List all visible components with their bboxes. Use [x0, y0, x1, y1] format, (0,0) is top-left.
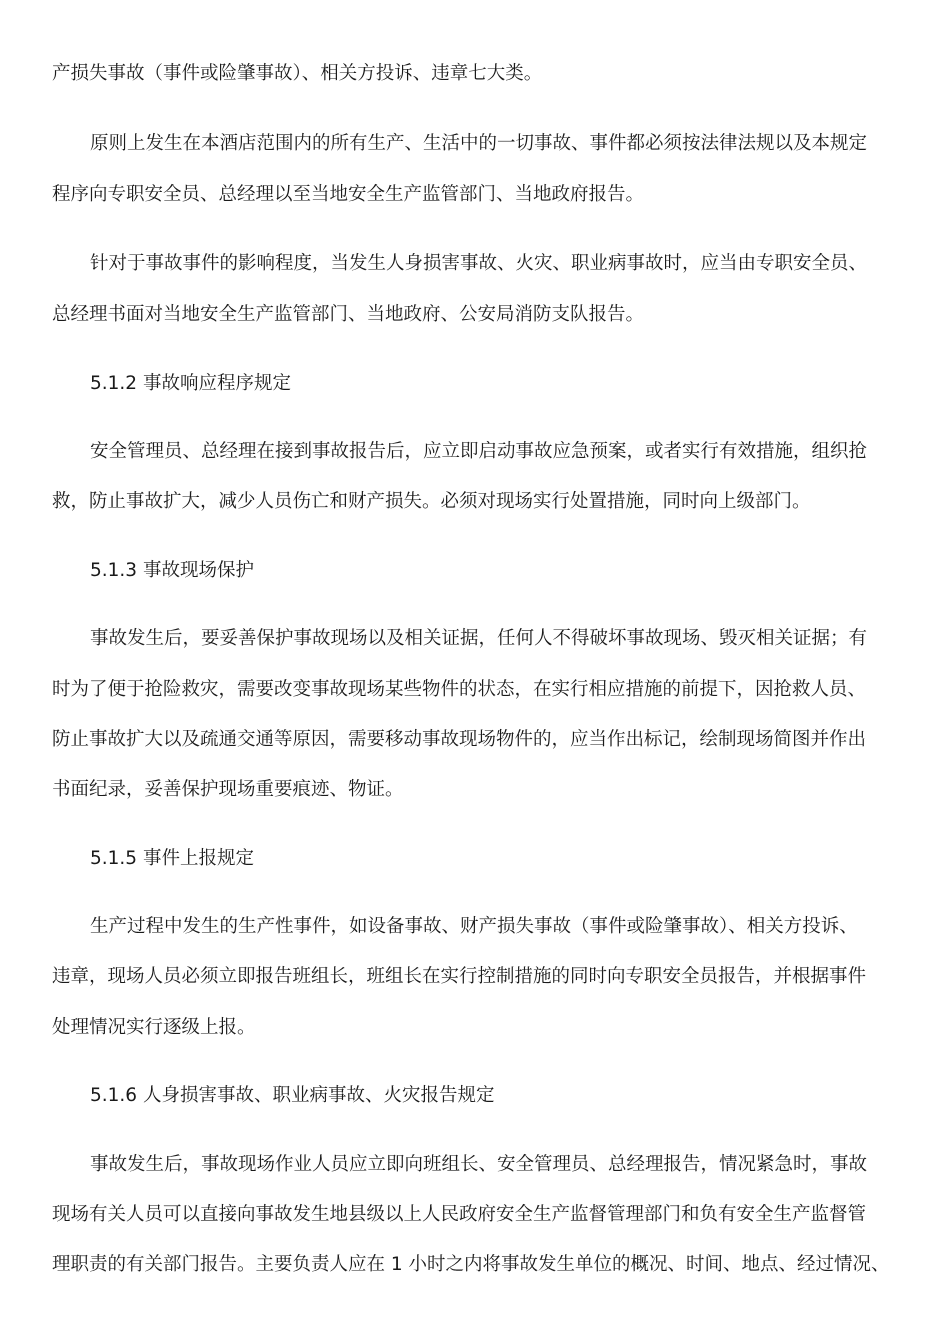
paragraph-line: 防止事故扩大以及疏通交通等原因，需要移动事故现场物件的，应当作出标记，绘制现场简图并作出 — [52, 729, 867, 750]
paragraph-line: 事故发生后，要妥善保护事故现场以及相关证据，任何人不得破坏事故现场、毁灭相关证据；有 — [90, 628, 868, 649]
section-heading: 5.1.5 事件上报规定 — [90, 848, 254, 869]
paragraph-line: 处理情况实行逐级上报。 — [52, 1017, 256, 1038]
paragraph-line: 程序向专职安全员、总经理以至当地安全生产监管部门、当地政府报告。 — [52, 184, 645, 205]
paragraph-line: 产损失事故（事件或险肇事故）、相关方投诉、违章七大类。 — [52, 63, 543, 84]
paragraph-line: 生产过程中发生的生产性事件，如设备事故、财产损失事故（事件或险肇事故）、相关方投诉、 — [90, 916, 858, 937]
paragraph-line: 原则上发生在本酒店范围内的所有生产、生活中的一切事故、事件都必须按法律法规以及本规定 — [90, 133, 868, 154]
section-heading: 5.1.3 事故现场保护 — [90, 560, 254, 581]
section-heading: 5.1.2 事故响应程序规定 — [90, 373, 291, 394]
paragraph-line: 违章，现场人员必须立即报告班组长，班组长在实行控制措施的同时向专职安全员报告，并根据事件 — [52, 966, 867, 987]
section-heading: 5.1.6 人身损害事故、职业病事故、火灾报告规定 — [90, 1085, 495, 1106]
paragraph-line: 书面纪录，妥善保护现场重要痕迹、物证。 — [52, 779, 404, 800]
paragraph-line: 总经理书面对当地安全生产监管部门、当地政府、公安局消防支队报告。 — [52, 304, 645, 325]
paragraph-line: 时为了便于抢险救灾，需要改变事故现场某些物件的状态，在实行相应措施的前提下，因抢救人员、 — [52, 679, 867, 700]
paragraph-line: 理职责的有关部门报告。主要负责人应在 1 小时之内将事故发生单位的概况、时间、地点、经过情况、 — [52, 1254, 890, 1275]
paragraph-line: 救，防止事故扩大，减少人员伤亡和财产损失。必须对现场实行处置措施，同时向上级部门。 — [52, 491, 811, 512]
paragraph-line: 事故发生后，事故现场作业人员应立即向班组长、安全管理员、总经理报告，情况紧急时，事故 — [90, 1154, 868, 1175]
paragraph-line: 安全管理员、总经理在接到事故报告后，应立即启动事故应急预案，或者实行有效措施，组织抢 — [90, 441, 868, 462]
paragraph-line: 针对于事故事件的影响程度，当发生人身损害事故、火灾、职业病事故时，应当由专职安全员、 — [90, 253, 868, 274]
paragraph-line: 现场有关人员可以直接向事故发生地县级以上人民政府安全生产监督管理部门和负有安全生产监督管 — [52, 1204, 867, 1225]
